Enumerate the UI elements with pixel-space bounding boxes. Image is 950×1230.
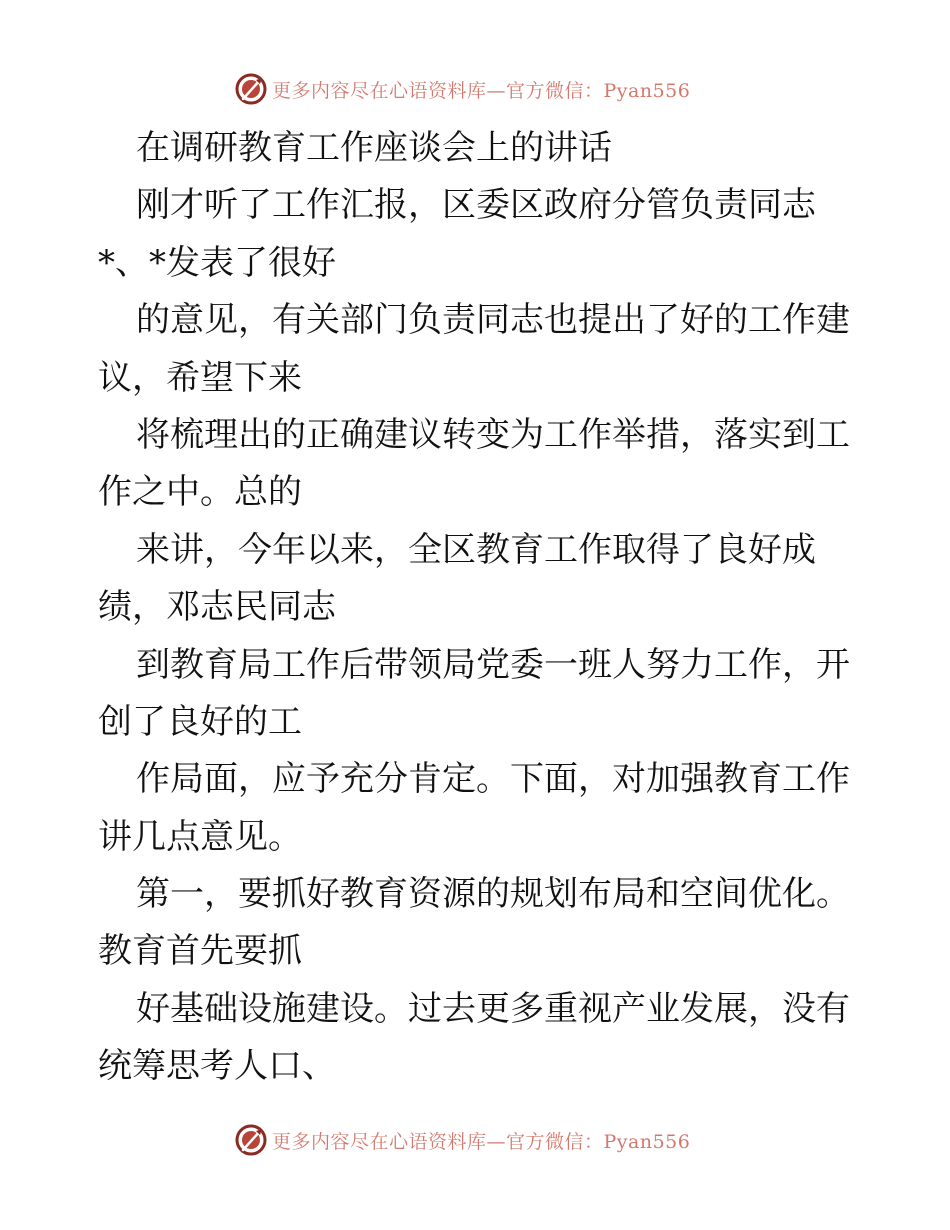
text-line: 绩，邓志民同志 — [98, 587, 336, 628]
text-line: *、*发表了很好 — [98, 242, 336, 283]
text-line: 的意见，有关部门负责同志也提出了好的工作建 — [136, 300, 850, 341]
text-line: 议，希望下来 — [98, 357, 302, 398]
watermark-text: 更多内容尽在心语资料库—官方微信：Pyan556 — [272, 1130, 691, 1153]
text-line: 作局面，应予充分肯定。下面，对加强教育工作 — [136, 759, 850, 800]
watermark-text: 更多内容尽在心语资料库—官方微信：Pyan556 — [272, 79, 691, 102]
text-line: 将梳理出的正确建议转变为工作举措，落实到工 — [136, 414, 850, 455]
text-line: 教育首先要抓 — [98, 931, 302, 972]
text-line: 刚才听了工作汇报，区委区政府分管负责同志 — [136, 185, 816, 226]
document-body — [98, 120, 858, 1096]
text-line: 来讲，今年以来，全区教育工作取得了良好成 — [136, 529, 816, 570]
text-line: 讲几点意见。 — [98, 816, 302, 857]
text-line: 创了良好的工 — [98, 701, 302, 742]
text-line: 到教育局工作后带领局党委一班人努力工作，开 — [136, 644, 850, 685]
pen-seal-icon — [234, 1123, 268, 1157]
footer-watermark — [234, 1121, 794, 1159]
text-line: 第一，要抓好教育资源的规划布局和空间优化。 — [136, 874, 850, 915]
text-line: 作之中。总的 — [98, 472, 302, 513]
pen-seal-icon — [234, 72, 268, 106]
header-watermark — [234, 70, 794, 108]
text-line: 在调研教育工作座谈会上的讲话 — [136, 128, 612, 168]
text-line: 好基础设施建设。过去更多重视产业发展，没有 — [136, 988, 850, 1029]
text-line: 统筹思考人口、 — [98, 1046, 336, 1087]
